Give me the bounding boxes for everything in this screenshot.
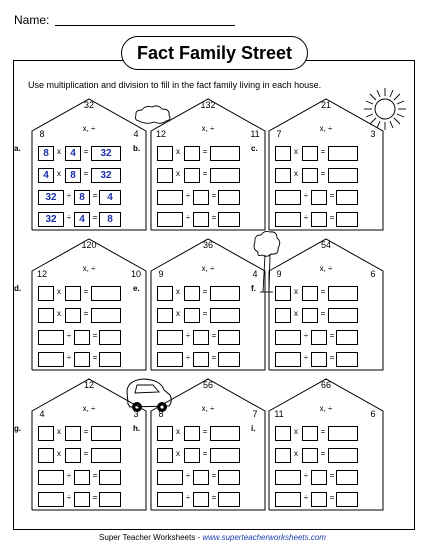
- answer-box[interactable]: [157, 492, 183, 507]
- house-factor-right: 6: [370, 269, 376, 279]
- answer-box[interactable]: [38, 286, 54, 301]
- equals-symbol: =: [202, 287, 208, 296]
- operator-symbol: ÷: [303, 471, 309, 480]
- operator-symbol: ÷: [66, 331, 72, 340]
- house-operations: x, ÷: [201, 404, 215, 413]
- operator-symbol: x: [294, 427, 298, 436]
- operator-symbol: x: [57, 147, 61, 156]
- answer-box[interactable]: [328, 286, 358, 301]
- house-factor-right: 10: [130, 269, 141, 279]
- answer-box[interactable]: 8: [65, 168, 81, 183]
- house-letter: d.: [14, 284, 22, 293]
- answer-box[interactable]: [38, 352, 64, 367]
- answer-box[interactable]: [328, 146, 358, 161]
- equals-symbol: =: [320, 147, 326, 156]
- equals-symbol: =: [83, 427, 89, 436]
- equals-symbol: =: [92, 191, 98, 200]
- answer-box[interactable]: [210, 146, 240, 161]
- answer-box[interactable]: 32: [91, 168, 121, 183]
- answer-box[interactable]: [311, 352, 327, 367]
- answer-box[interactable]: [218, 212, 240, 227]
- answer-box[interactable]: [91, 286, 121, 301]
- answer-box[interactable]: [193, 330, 209, 345]
- answer-box[interactable]: [328, 308, 358, 323]
- operator-symbol: x: [57, 287, 61, 296]
- operator-symbol: x: [176, 147, 180, 156]
- house-factor-right: 11: [250, 129, 260, 139]
- equals-symbol: =: [92, 331, 98, 340]
- answer-box[interactable]: [218, 470, 240, 485]
- instructions: Use multiplication and division to fill in the fact family living in each house.: [28, 80, 322, 90]
- operator-symbol: ÷: [66, 191, 72, 200]
- answer-box[interactable]: [157, 426, 173, 441]
- footer-url[interactable]: www.superteacherworksheets.com: [202, 533, 326, 542]
- house-letter: c.: [251, 144, 258, 153]
- equals-symbol: =: [92, 213, 98, 222]
- house-operations: x, ÷: [82, 264, 96, 273]
- answer-box[interactable]: [275, 146, 291, 161]
- house-factor-right: 4: [133, 129, 139, 139]
- answer-box[interactable]: [218, 190, 240, 205]
- answer-box[interactable]: [275, 492, 301, 507]
- operator-symbol: ÷: [185, 493, 191, 502]
- answer-box[interactable]: [157, 308, 173, 323]
- operator-symbol: x: [176, 449, 180, 458]
- answer-box[interactable]: 32: [38, 190, 64, 205]
- house-product: 54: [320, 240, 331, 250]
- answer-box[interactable]: [275, 212, 301, 227]
- equals-symbol: =: [83, 169, 89, 178]
- fact-family-house: [14, 98, 147, 231]
- answer-box[interactable]: [38, 330, 64, 345]
- answer-box[interactable]: 32: [91, 146, 121, 161]
- operator-symbol: ÷: [66, 353, 72, 362]
- answer-box[interactable]: [275, 308, 291, 323]
- answer-box[interactable]: [184, 448, 200, 463]
- house-operations: x, ÷: [201, 264, 215, 273]
- answer-box[interactable]: [311, 330, 327, 345]
- answer-box[interactable]: [275, 426, 291, 441]
- operator-symbol: ÷: [185, 191, 191, 200]
- answer-box[interactable]: [193, 212, 209, 227]
- answer-box[interactable]: [91, 448, 121, 463]
- answer-box[interactable]: 8: [99, 212, 121, 227]
- house-factor-right: 7: [252, 409, 258, 419]
- answer-box[interactable]: [218, 492, 240, 507]
- answer-box[interactable]: [193, 492, 209, 507]
- answer-box[interactable]: 4: [74, 212, 90, 227]
- answer-box[interactable]: [275, 448, 291, 463]
- house-product: 66: [320, 380, 331, 390]
- worksheet-title: Fact Family Street: [121, 36, 308, 70]
- operator-symbol: x: [57, 169, 61, 178]
- equals-symbol: =: [211, 191, 217, 200]
- answer-box[interactable]: [38, 448, 54, 463]
- answer-box[interactable]: [193, 190, 209, 205]
- answer-box[interactable]: [336, 190, 358, 205]
- operator-symbol: ÷: [303, 331, 309, 340]
- equals-symbol: =: [92, 471, 98, 480]
- answer-box[interactable]: [157, 168, 173, 183]
- answer-box[interactable]: [210, 426, 240, 441]
- answer-box[interactable]: 8: [74, 190, 90, 205]
- footer: [0, 533, 425, 542]
- operator-symbol: x: [176, 169, 180, 178]
- house-operations: x, ÷: [82, 124, 96, 133]
- equals-symbol: =: [202, 169, 208, 178]
- house-factor-right: 3: [133, 409, 139, 419]
- house-letter: g.: [14, 424, 22, 433]
- footer-text: Super Teacher Worksheets -: [99, 533, 203, 542]
- house-factor-right: 4: [252, 269, 258, 279]
- house-factor-left: 7: [276, 129, 282, 139]
- equals-symbol: =: [202, 449, 208, 458]
- operator-symbol: ÷: [66, 471, 72, 480]
- answer-box[interactable]: [336, 352, 358, 367]
- operator-symbol: x: [294, 169, 298, 178]
- answer-box[interactable]: [157, 448, 173, 463]
- house-letter: i.: [251, 424, 256, 433]
- equals-symbol: =: [329, 493, 335, 502]
- equals-symbol: =: [211, 493, 217, 502]
- answer-box[interactable]: [311, 212, 327, 227]
- answer-box[interactable]: [38, 308, 54, 323]
- answer-box[interactable]: [184, 308, 200, 323]
- equals-symbol: =: [329, 191, 335, 200]
- fact-family-house: [14, 238, 147, 371]
- answer-box[interactable]: [38, 492, 64, 507]
- answer-box[interactable]: [74, 492, 90, 507]
- house-factor-right: 3: [370, 129, 376, 139]
- answer-box[interactable]: [99, 330, 121, 345]
- answer-box[interactable]: [38, 470, 64, 485]
- answer-box[interactable]: [91, 426, 121, 441]
- answer-box[interactable]: [210, 448, 240, 463]
- answer-box[interactable]: [275, 330, 301, 345]
- answer-box[interactable]: [65, 286, 81, 301]
- answer-box[interactable]: [302, 426, 318, 441]
- answer-box[interactable]: [157, 212, 183, 227]
- answer-box[interactable]: [38, 426, 54, 441]
- house-product: 56: [202, 380, 213, 390]
- answer-box[interactable]: [328, 168, 358, 183]
- answer-box[interactable]: [328, 448, 358, 463]
- equals-symbol: =: [329, 331, 335, 340]
- equals-symbol: =: [329, 353, 335, 362]
- operator-symbol: x: [294, 309, 298, 318]
- operator-symbol: ÷: [303, 493, 309, 502]
- fact-family-house: [133, 98, 266, 231]
- house-factor-left: 12: [155, 129, 166, 139]
- equals-symbol: =: [329, 471, 335, 480]
- answer-box[interactable]: [157, 286, 173, 301]
- operator-symbol: ÷: [303, 353, 309, 362]
- equals-symbol: =: [329, 213, 335, 222]
- answer-box[interactable]: [302, 448, 318, 463]
- answer-box[interactable]: [157, 330, 183, 345]
- operator-symbol: x: [176, 287, 180, 296]
- house-product: 21: [320, 100, 331, 110]
- answer-box[interactable]: [65, 308, 81, 323]
- equals-symbol: =: [320, 169, 326, 178]
- equals-symbol: =: [202, 147, 208, 156]
- house-letter: e.: [133, 284, 140, 293]
- house-factor-left: 8: [39, 129, 45, 139]
- answer-box[interactable]: [193, 352, 209, 367]
- house-letter: a.: [14, 144, 21, 153]
- house-product: 132: [200, 100, 216, 110]
- answer-box[interactable]: [74, 352, 90, 367]
- operator-symbol: ÷: [303, 191, 309, 200]
- answer-box[interactable]: [302, 308, 318, 323]
- equals-symbol: =: [320, 309, 326, 318]
- house-product: 32: [83, 100, 94, 110]
- operator-symbol: x: [176, 309, 180, 318]
- answer-box[interactable]: [157, 352, 183, 367]
- answer-box[interactable]: [311, 190, 327, 205]
- house-operations: x, ÷: [82, 404, 96, 413]
- answer-box[interactable]: 8: [38, 146, 54, 161]
- equals-symbol: =: [202, 427, 208, 436]
- answer-box[interactable]: [302, 146, 318, 161]
- answer-box[interactable]: [74, 330, 90, 345]
- name-line[interactable]: [55, 25, 235, 26]
- answer-box[interactable]: [184, 426, 200, 441]
- equals-symbol: =: [83, 147, 89, 156]
- answer-box[interactable]: [65, 426, 81, 441]
- house-letter: b.: [133, 144, 141, 153]
- house-letter: f.: [251, 284, 256, 293]
- fact-family-house: [133, 378, 266, 511]
- operator-symbol: x: [57, 449, 61, 458]
- answer-box[interactable]: [184, 146, 200, 161]
- answer-box[interactable]: [336, 470, 358, 485]
- answer-box[interactable]: [336, 492, 358, 507]
- fact-family-house: [251, 238, 384, 371]
- operator-symbol: x: [294, 287, 298, 296]
- answer-box[interactable]: [275, 470, 301, 485]
- operator-symbol: x: [294, 147, 298, 156]
- house-product: 36: [202, 240, 213, 250]
- house-letter: h.: [133, 424, 141, 433]
- equals-symbol: =: [320, 427, 326, 436]
- name-label: Name:: [14, 13, 50, 27]
- house-factor-left: 11: [274, 409, 284, 419]
- house-factor-left: 8: [158, 409, 164, 419]
- answer-box[interactable]: [74, 470, 90, 485]
- answer-box[interactable]: [275, 168, 291, 183]
- house-operations: x, ÷: [319, 264, 333, 273]
- answer-box[interactable]: [275, 190, 301, 205]
- answer-box[interactable]: 4: [65, 146, 81, 161]
- house-product: 120: [81, 240, 97, 250]
- equals-symbol: =: [92, 493, 98, 502]
- answer-box[interactable]: [275, 286, 291, 301]
- answer-box[interactable]: [157, 146, 173, 161]
- answer-box[interactable]: [336, 212, 358, 227]
- answer-box[interactable]: [65, 448, 81, 463]
- house-operations: x, ÷: [319, 404, 333, 413]
- house-factor-right: 6: [370, 409, 376, 419]
- equals-symbol: =: [211, 331, 217, 340]
- answer-box[interactable]: [99, 470, 121, 485]
- answer-box[interactable]: 4: [99, 190, 121, 205]
- answer-box[interactable]: [184, 168, 200, 183]
- answer-box[interactable]: [328, 426, 358, 441]
- house-factor-left: 12: [36, 269, 47, 279]
- equals-symbol: =: [83, 287, 89, 296]
- answer-box[interactable]: [99, 492, 121, 507]
- answer-box[interactable]: [311, 492, 327, 507]
- equals-symbol: =: [211, 353, 217, 362]
- answer-box[interactable]: [302, 286, 318, 301]
- answer-box[interactable]: [210, 286, 240, 301]
- equals-symbol: =: [320, 287, 326, 296]
- operator-symbol: ÷: [185, 213, 191, 222]
- equals-symbol: =: [211, 213, 217, 222]
- equals-symbol: =: [83, 449, 89, 458]
- operator-symbol: ÷: [185, 331, 191, 340]
- answer-box[interactable]: [99, 352, 121, 367]
- operator-symbol: x: [176, 427, 180, 436]
- answer-box[interactable]: [218, 352, 240, 367]
- equals-symbol: =: [320, 449, 326, 458]
- answer-box[interactable]: [157, 190, 183, 205]
- answer-box[interactable]: [91, 308, 121, 323]
- operator-symbol: x: [57, 309, 61, 318]
- operator-symbol: ÷: [66, 493, 72, 502]
- operator-symbol: ÷: [185, 353, 191, 362]
- operator-symbol: ÷: [66, 213, 72, 222]
- equals-symbol: =: [83, 309, 89, 318]
- operator-symbol: ÷: [185, 471, 191, 480]
- house-operations: x, ÷: [319, 124, 333, 133]
- operator-symbol: x: [294, 449, 298, 458]
- operator-symbol: x: [57, 427, 61, 436]
- answer-box[interactable]: [311, 470, 327, 485]
- answer-box[interactable]: [210, 168, 240, 183]
- answer-box[interactable]: 32: [38, 212, 64, 227]
- fact-family-house: [14, 378, 147, 511]
- house-operations: x, ÷: [201, 124, 215, 133]
- answer-box[interactable]: 4: [38, 168, 54, 183]
- house-product: 12: [83, 380, 94, 390]
- house-factor-left: 9: [158, 269, 164, 279]
- equals-symbol: =: [211, 471, 217, 480]
- equals-symbol: =: [92, 353, 98, 362]
- answer-box[interactable]: [210, 308, 240, 323]
- answer-box[interactable]: [336, 330, 358, 345]
- house-factor-left: 4: [39, 409, 45, 419]
- house-factor-left: 9: [276, 269, 282, 279]
- answer-box[interactable]: [184, 286, 200, 301]
- answer-box[interactable]: [157, 470, 183, 485]
- answer-box[interactable]: [275, 352, 301, 367]
- equals-symbol: =: [202, 309, 208, 318]
- fact-family-house: [251, 378, 384, 511]
- answer-box[interactable]: [218, 330, 240, 345]
- operator-symbol: ÷: [303, 213, 309, 222]
- answer-box[interactable]: [302, 168, 318, 183]
- answer-box[interactable]: [193, 470, 209, 485]
